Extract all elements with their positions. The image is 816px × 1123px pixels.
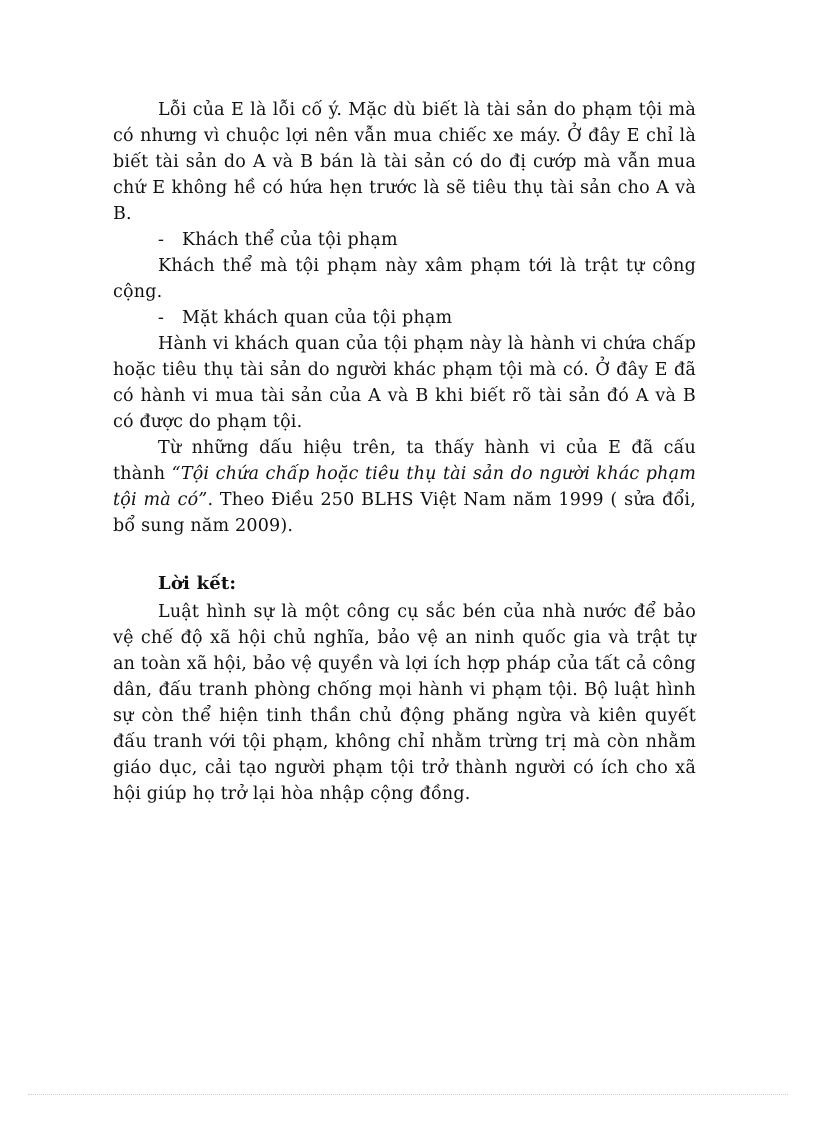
bullet-label: Khách thể của tội phạm	[182, 230, 398, 250]
paragraph-closing: Luật hình sự là một công cụ sắc bén của nhà nước để bảo vệ chế độ xã hội chủ nghĩa, bảo vệ an ninh quốc gia và trật tự an toàn xã hội, bảo vệ quyền và lợi ích hợp pháp của tất cả công dân, đấu tranh phòng chống mọi hành vi phạm tội. Bộ luật hình sự còn thể hiện tinh thần chủ động phăng ngừa và kiên quyết đấu tranh với tội phạm, không chỉ nhằm trừng trị mà còn nhằm giáo dục, cải tạo người phạm tội trở thành người có ích cho xã hội giúp họ trở lại hòa nhập cộng đồng.	[113, 602, 696, 804]
paragraph-objective-behavior: Hành vi khách quan của tội phạm này là hành vi chứa chấp hoặc tiêu thụ tài sản do người khác phạm tội mà có. Ở đây E đã có hành vi mua tài sản của A và B khi biết rõ tài sản đó A và B có được do phạm tội.	[113, 334, 696, 432]
bullet-marker: -	[158, 308, 165, 328]
bullet-marker: -	[158, 230, 165, 250]
crime-name-italic: “Tội chứa chấp hoặc tiêu thụ tài sản do người khác phạm tội mà có”	[113, 464, 697, 510]
paragraph-object: Khách thể mà tội phạm này xâm phạm tới là trật tự công cộng.	[113, 256, 696, 302]
paragraph-conclusion-crime	[113, 435, 696, 539]
paragraph-fault: Lỗi của E là lỗi cố ý. Mặc dù biết là tài sản do phạm tội mà có nhưng vì chuộc lợi nên vẫn mua chiếc xe máy. Ở đây E chỉ là biết tài sản do A và B bán là tài sản có do đị cướp mà vẫn mua chứ E không hề có hứa hẹn trước là sẽ tiêu thụ tài sản cho A và B.	[113, 100, 696, 224]
conclusion-text-start: Từ những dấu hiệu trên, ta thấy hành vi của E đã cấu thành	[113, 438, 696, 484]
document-body	[113, 97, 696, 807]
bullet-label: Mặt khách quan của tội phạm	[182, 308, 453, 328]
section-heading-closing: Lời kết:	[158, 573, 237, 594]
page-bottom-divider	[28, 1094, 788, 1095]
conclusion-text-end: . Theo Điều 250 BLHS Việt Nam năm 1999 ( sửa đổi, bổ sung năm 2009).	[113, 490, 696, 536]
bullet-objective-aspect	[113, 305, 696, 331]
bullet-object-of-crime	[113, 227, 696, 253]
